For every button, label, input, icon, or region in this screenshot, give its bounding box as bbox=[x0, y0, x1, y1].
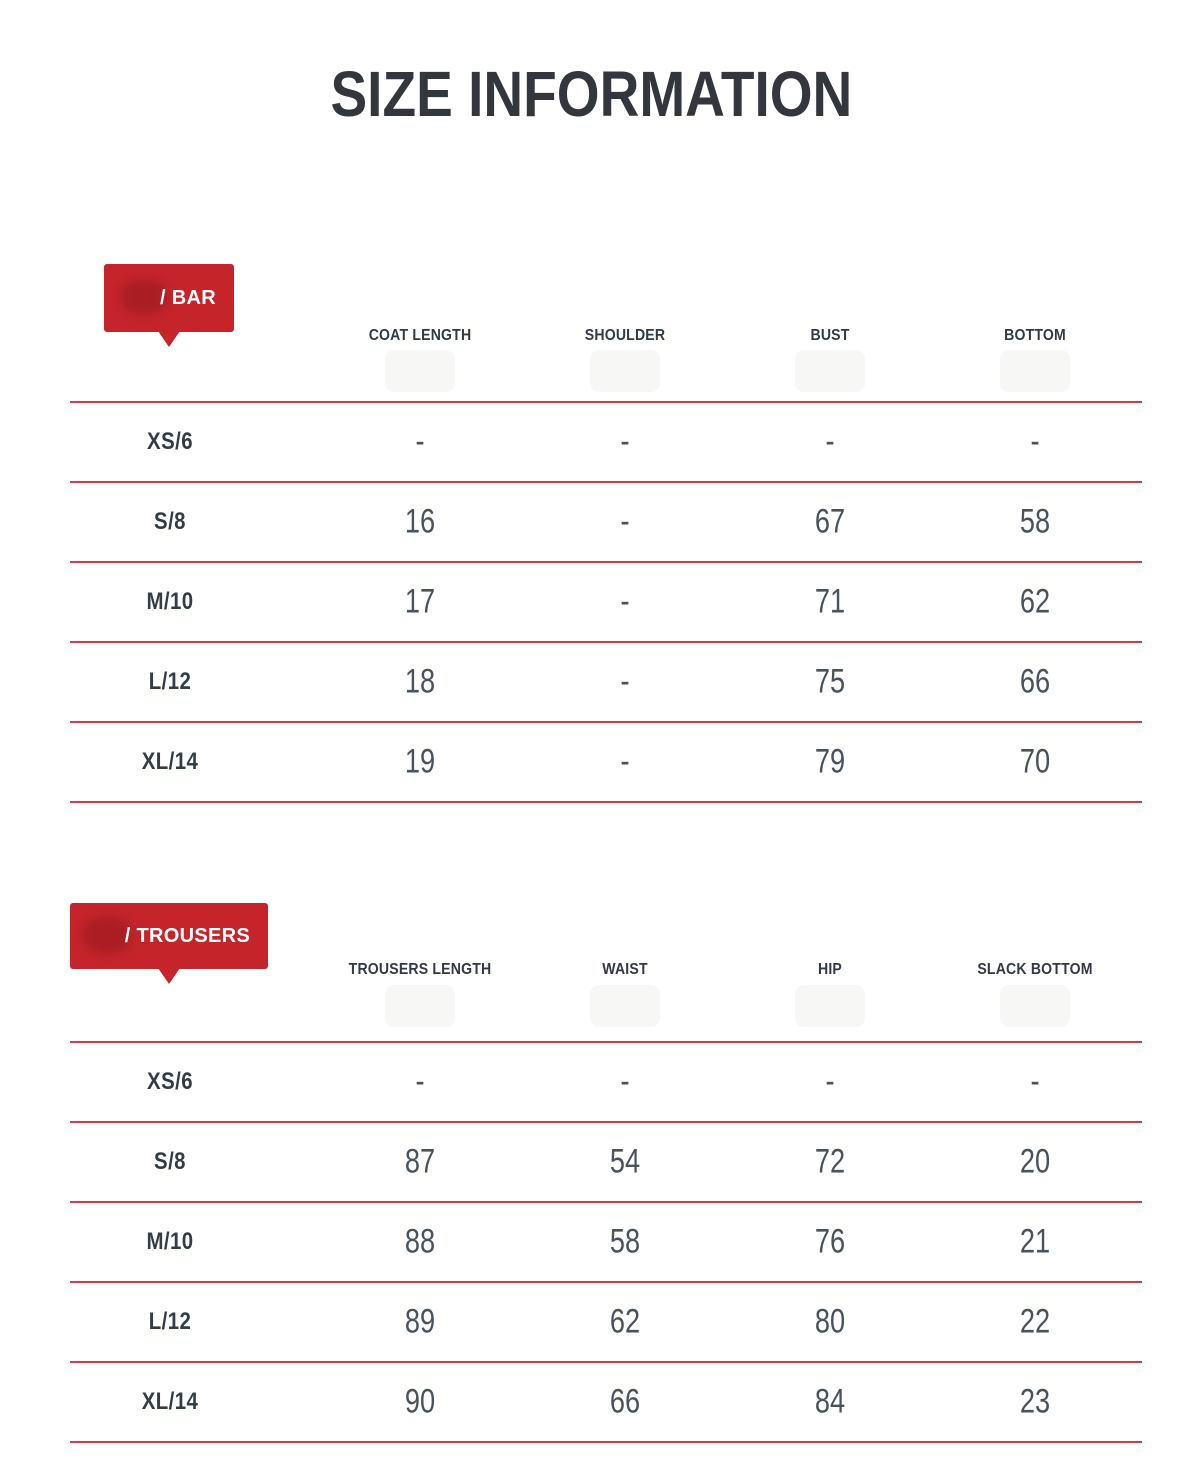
value-cell-text: 88 bbox=[404, 1222, 436, 1261]
watermark-blob bbox=[385, 350, 455, 392]
value-cell-text: 66 bbox=[1019, 662, 1051, 701]
column-header bbox=[816, 961, 843, 979]
value-cell-text: - bbox=[825, 1062, 835, 1101]
value-cell bbox=[401, 663, 439, 702]
size-label-text: M/10 bbox=[146, 588, 194, 615]
value-cell bbox=[401, 503, 439, 542]
value-cell bbox=[619, 503, 630, 542]
size-label-text: XL/14 bbox=[141, 1388, 199, 1415]
value-cell bbox=[606, 1223, 644, 1262]
size-label-text: L/12 bbox=[148, 1308, 192, 1335]
value-cell bbox=[401, 1143, 439, 1182]
size-label bbox=[143, 1068, 197, 1096]
value-cell bbox=[401, 1303, 439, 1342]
value-cell-text: 18 bbox=[404, 662, 436, 701]
bar-tab bbox=[104, 264, 234, 332]
value-cell bbox=[619, 423, 630, 462]
value-cell-text: 22 bbox=[1019, 1302, 1051, 1341]
value-cell bbox=[824, 1063, 835, 1102]
column-header bbox=[808, 327, 852, 345]
value-cell-text: 66 bbox=[609, 1382, 641, 1421]
value-cell-text: 89 bbox=[404, 1302, 436, 1341]
value-cell bbox=[1029, 1063, 1040, 1102]
bar-size-table bbox=[70, 401, 1142, 803]
table-row bbox=[70, 1123, 1142, 1203]
column-header-text: COAT LENGTH bbox=[368, 327, 472, 344]
watermark-blob bbox=[590, 350, 660, 392]
value-cell-text: - bbox=[1030, 1062, 1040, 1101]
value-cell bbox=[619, 583, 630, 622]
watermark-blob bbox=[795, 985, 865, 1027]
size-label-text: XL/14 bbox=[141, 748, 199, 775]
value-cell bbox=[401, 583, 439, 622]
table-row bbox=[70, 1043, 1142, 1123]
value-cell bbox=[811, 1223, 849, 1262]
value-cell bbox=[401, 1383, 439, 1422]
value-cell bbox=[1016, 583, 1054, 622]
size-label-text: M/10 bbox=[146, 1228, 194, 1255]
value-cell-text: 75 bbox=[814, 662, 846, 701]
value-cell bbox=[811, 743, 849, 782]
value-cell bbox=[606, 1143, 644, 1182]
value-cell bbox=[1016, 1143, 1054, 1182]
column-header bbox=[339, 961, 501, 979]
value-cell-text: 67 bbox=[814, 502, 846, 541]
table-row bbox=[70, 1363, 1142, 1443]
value-cell-text: 76 bbox=[814, 1222, 846, 1261]
size-label bbox=[145, 1308, 195, 1336]
size-label bbox=[143, 428, 197, 456]
column-header bbox=[599, 961, 651, 979]
value-cell bbox=[811, 1383, 849, 1422]
value-cell bbox=[606, 1303, 644, 1342]
value-cell bbox=[401, 1223, 439, 1262]
watermark-blob bbox=[590, 985, 660, 1027]
column-header bbox=[579, 327, 670, 345]
value-cell-text: 58 bbox=[1019, 502, 1051, 541]
size-label-text: XS/6 bbox=[147, 1068, 193, 1095]
column-header-text: SLACK BOTTOM bbox=[977, 961, 1093, 978]
value-cell bbox=[1029, 423, 1040, 462]
value-cell bbox=[1016, 503, 1054, 542]
size-label-text: S/8 bbox=[154, 508, 186, 535]
value-cell bbox=[811, 1143, 849, 1182]
table-row bbox=[70, 1203, 1142, 1283]
value-cell-text: 16 bbox=[404, 502, 436, 541]
watermark-blob bbox=[795, 350, 865, 392]
value-cell-text: 90 bbox=[404, 1382, 436, 1421]
column-header-text: SHOULDER bbox=[584, 327, 666, 344]
value-cell bbox=[414, 423, 425, 462]
value-cell bbox=[811, 503, 849, 542]
value-cell bbox=[1016, 743, 1054, 782]
column-header bbox=[970, 961, 1101, 979]
column-header bbox=[1000, 327, 1070, 345]
value-cell-text: - bbox=[415, 1062, 425, 1101]
value-cell-text: 80 bbox=[814, 1302, 846, 1341]
size-label bbox=[137, 748, 204, 776]
value-cell bbox=[811, 663, 849, 702]
bar-tab-label: / BAR bbox=[160, 286, 216, 309]
watermark-blob bbox=[1000, 350, 1070, 392]
table-row bbox=[70, 723, 1142, 803]
value-cell-text: 70 bbox=[1019, 742, 1051, 781]
value-cell bbox=[606, 1383, 644, 1422]
table-row bbox=[70, 563, 1142, 643]
trousers-column-headers bbox=[70, 960, 1142, 980]
value-cell-text: - bbox=[1030, 422, 1040, 461]
value-cell-text: 17 bbox=[404, 582, 436, 621]
value-cell-text: - bbox=[415, 422, 425, 461]
value-cell-text: 62 bbox=[609, 1302, 641, 1341]
value-cell bbox=[1016, 1383, 1054, 1422]
value-cell-text: - bbox=[620, 742, 630, 781]
column-header-text: WAIST bbox=[602, 961, 648, 978]
watermark-blob bbox=[1000, 985, 1070, 1027]
page-title-text: SIZE INFORMATION bbox=[330, 58, 853, 130]
column-header-text: HIP bbox=[817, 961, 843, 978]
watermark-blob bbox=[385, 985, 455, 1027]
value-cell-text: - bbox=[620, 1062, 630, 1101]
value-cell-text: - bbox=[620, 662, 630, 701]
value-cell-text: 79 bbox=[814, 742, 846, 781]
size-label bbox=[151, 1148, 189, 1176]
value-cell-text: - bbox=[620, 502, 630, 541]
value-cell-text: - bbox=[620, 422, 630, 461]
value-cell bbox=[401, 743, 439, 782]
table-row bbox=[70, 643, 1142, 723]
value-cell-text: 71 bbox=[814, 582, 846, 621]
value-cell bbox=[811, 1303, 849, 1342]
bar-column-headers bbox=[70, 326, 1142, 346]
value-cell bbox=[619, 663, 630, 702]
table-row bbox=[70, 483, 1142, 563]
value-cell-text: 54 bbox=[609, 1142, 641, 1181]
value-cell bbox=[1016, 1223, 1054, 1262]
value-cell-text: 23 bbox=[1019, 1382, 1051, 1421]
value-cell bbox=[811, 583, 849, 622]
value-cell bbox=[414, 1063, 425, 1102]
size-label bbox=[142, 588, 197, 616]
value-cell bbox=[1016, 663, 1054, 702]
column-header bbox=[362, 327, 479, 345]
value-cell-text: 87 bbox=[404, 1142, 436, 1181]
value-cell-text: 21 bbox=[1019, 1222, 1051, 1261]
column-header-text: BOTTOM bbox=[1004, 327, 1066, 344]
trousers-tab-label: / TROUSERS bbox=[124, 924, 250, 947]
page-title bbox=[0, 58, 1183, 130]
value-cell-text: 72 bbox=[814, 1142, 846, 1181]
value-cell bbox=[619, 1063, 630, 1102]
trousers-size-table bbox=[70, 1041, 1142, 1443]
value-cell-text: 20 bbox=[1019, 1142, 1051, 1181]
size-label-text: S/8 bbox=[154, 1148, 186, 1175]
size-label-text: L/12 bbox=[148, 668, 192, 695]
value-cell-text: 62 bbox=[1019, 582, 1051, 621]
value-cell bbox=[619, 743, 630, 782]
value-cell-text: - bbox=[620, 582, 630, 621]
value-cell-text: 84 bbox=[814, 1382, 846, 1421]
value-cell-text: - bbox=[825, 422, 835, 461]
size-label-text: XS/6 bbox=[147, 428, 193, 455]
value-cell-text: 19 bbox=[404, 742, 436, 781]
value-cell bbox=[1016, 1303, 1054, 1342]
size-label bbox=[137, 1388, 204, 1416]
size-label bbox=[142, 1228, 197, 1256]
value-cell-text: 58 bbox=[609, 1222, 641, 1261]
column-header-text: TROUSERS LENGTH bbox=[348, 961, 492, 978]
column-header-text: BUST bbox=[810, 327, 850, 344]
size-label bbox=[151, 508, 189, 536]
value-cell bbox=[824, 423, 835, 462]
size-label bbox=[145, 668, 195, 696]
table-row bbox=[70, 403, 1142, 483]
table-row bbox=[70, 1283, 1142, 1363]
